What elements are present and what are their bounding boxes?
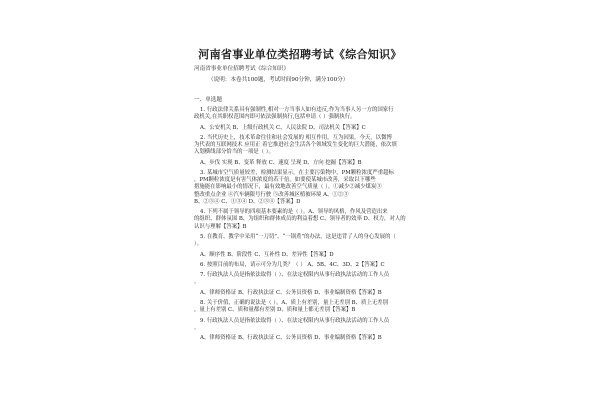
text-line: 3. 某城市空气质量较差，检测结果显示，在主要污染物中，PM颗粒浓度严重超标 (200, 170, 394, 177)
text-line: 。 (194, 279, 200, 286)
text-line: A、顺序性 B、阶段性 C、互补性 D、差异性【答案】D (200, 251, 334, 258)
text-line: ）。 (194, 241, 203, 248)
text-line: A、律师资格证 B、行政执法证 C、公务员资格 D、事业编制资格【答案】B (200, 289, 382, 296)
text-line: 7. 行政执法人员是指依法取得（ ）、在法定权限内从事行政执法活动的工作人员 (200, 272, 390, 279)
text-line: A、律师资格证 B、行政执法证 C、公务员资格 D、事业编制资格【答案】B (200, 335, 382, 342)
text-line: A、公安机关 B、上级行政机关 C、人民法院 D、司法机关【答案】C (200, 124, 366, 131)
text-line: 5. 在教育、教学中采用“一刀切”、“一锅煮”的办法，这是违背了人的身心发展的（ (200, 233, 396, 240)
text-line: 的组织、群体氛围 B、为组织和群体成员的利益着想 C、领导者的效率 D、权力，对人的 (194, 216, 406, 223)
text-line: 为代表的互联网技术 应用正 着它推进社会生活各个领域发生变化的巨大潜能，依次填 (194, 142, 397, 149)
section-heading: 一、单选题 (194, 97, 222, 103)
text-line: 入划横线部分恰当的一项是（ ）。 (194, 149, 274, 156)
text-line: 措施能在影响最小的情况下，最有效地改善空气质量（ ）。①减少②减少煤炭③ (194, 184, 382, 191)
text-line: 认识与理解【答案】B (194, 223, 247, 230)
text-line: 1. 行政法律关系具有强制性,相对一方当事人如有违反,作为当事人另一方的国家行 (200, 107, 394, 113)
text-line: 9. 行政执法人员是指依法取得（ ）、在法定权限内从事行政执法活动的工作人员 (200, 317, 390, 324)
question-list (194, 107, 414, 343)
document-subtitle: 河南省事业单位招聘考试《综合知识》 (194, 66, 290, 72)
text-line: ，量上有差别 C、质和量都有差别 D、质和量上都无差别【答案】B (194, 307, 356, 314)
text-line: 4. 下列不属于领导的四项基本要素的是（ ）。A、领导的风格，作风及营造出来 (200, 209, 388, 216)
text-line: 。 (194, 324, 200, 331)
text-line: 6. 按照目前的布局，请示可分为几类？（ ） A、5B、4C、3D、2【答案】C (200, 261, 385, 268)
text-line: ，PM颗粒浓度是有害气体浓度的若干倍。如要使某城市改善，采取以下哪些 (194, 177, 376, 184)
text-line: A、步伐 实现 B、变革 释放 C、速度 呈现 D、方向 挖掘【答案】B (200, 159, 362, 166)
text-line: 2. 当代历史上，技术革命往往和社会发展的 相互作用，互为因果。今天，以微博 (200, 134, 392, 141)
exam-instructions: （说明：本卷共100题，考试时间90分钟，满分100分） (208, 77, 349, 83)
document-title: 河南省事业单位类招聘考试《综合知识》 (198, 48, 402, 61)
text-line: B、②③④ C、①③④ D、②③④【答案】D (194, 198, 301, 205)
text-line: 政机关,在其职权范围内即可依法强制执行,包括申请（ ）强制执行。 (194, 114, 356, 121)
text-line: 8. 关于价值，正确的说法是（ ）。A、质上有差别，量上无差别 B、质上无差别 (200, 300, 388, 307)
text-line: 整改重点企业 ④汽车辆限号行驶 ⑤改善城区植被环境 A、①②③ (194, 191, 349, 198)
